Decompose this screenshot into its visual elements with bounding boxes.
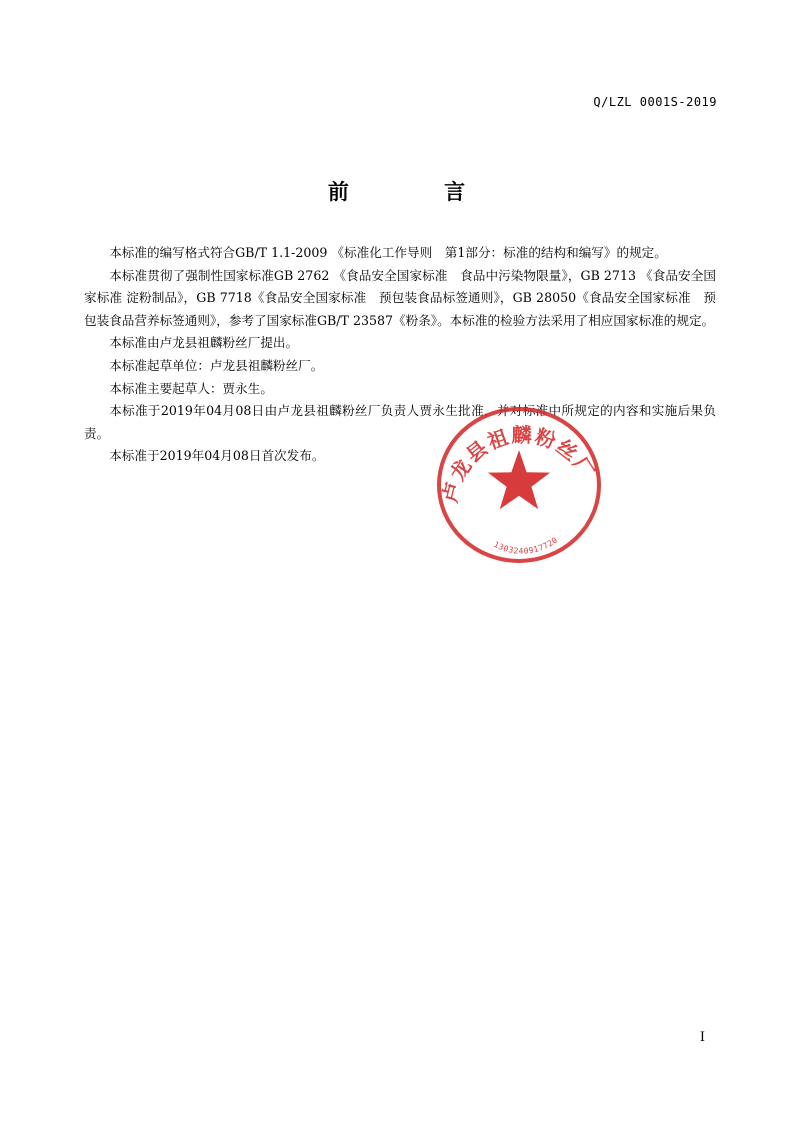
company-seal <box>434 405 604 565</box>
seal-number-text: 1303240917720 <box>492 535 560 556</box>
paragraph-proposer: 本标准由卢龙县祖麟粉丝厂提出。 <box>109 335 299 351</box>
seal-star-icon <box>488 450 550 509</box>
paragraph-drafting-unit: 本标准起草单位：卢龙县祖麟粉丝厂。 <box>109 357 324 373</box>
paragraph-references: 本标准贯彻了强制性国家标准GB 2762 《食品安全国家标准 食品中污染物限量》，GB 2713 《食品安全国家标准 淀粉制品》，GB 7718《食品安全国家标准 预包装食品标签通则》，GB 28050《食品安全国家标准 预包装食品营养标签通则》，参考了国家标准GB/T 23587《粉条》。本标准的检验方法采用了相应国家标准的规定。 <box>84 267 716 328</box>
page-number: I <box>699 1030 705 1045</box>
document-body <box>84 242 716 468</box>
title-char-1: 前 <box>327 180 349 204</box>
paragraph-drafter: 本标准主要起草人：贾永生。 <box>109 380 273 396</box>
paragraph-release: 本标准于2019年04月08日首次发布。 <box>109 448 325 464</box>
title-char-2: 言 <box>444 180 466 204</box>
paragraph-approval: 本标准于2019年04月08日由卢龙县祖麟粉丝厂负责人贾永生批准，并对标准中所规定的内容和实施后果负责。 <box>84 403 716 441</box>
document-code: Q/LZL 0001S-2019 <box>593 95 717 109</box>
paragraph-format: 本标准的编写格式符合GB/T 1.1-2009 《标准化工作导则 第1部分：标准的结构和编写》的规定。 <box>109 245 667 260</box>
page-title <box>0 176 793 206</box>
seal-name-text: 卢龙县祖麟粉丝厂 <box>437 422 601 505</box>
